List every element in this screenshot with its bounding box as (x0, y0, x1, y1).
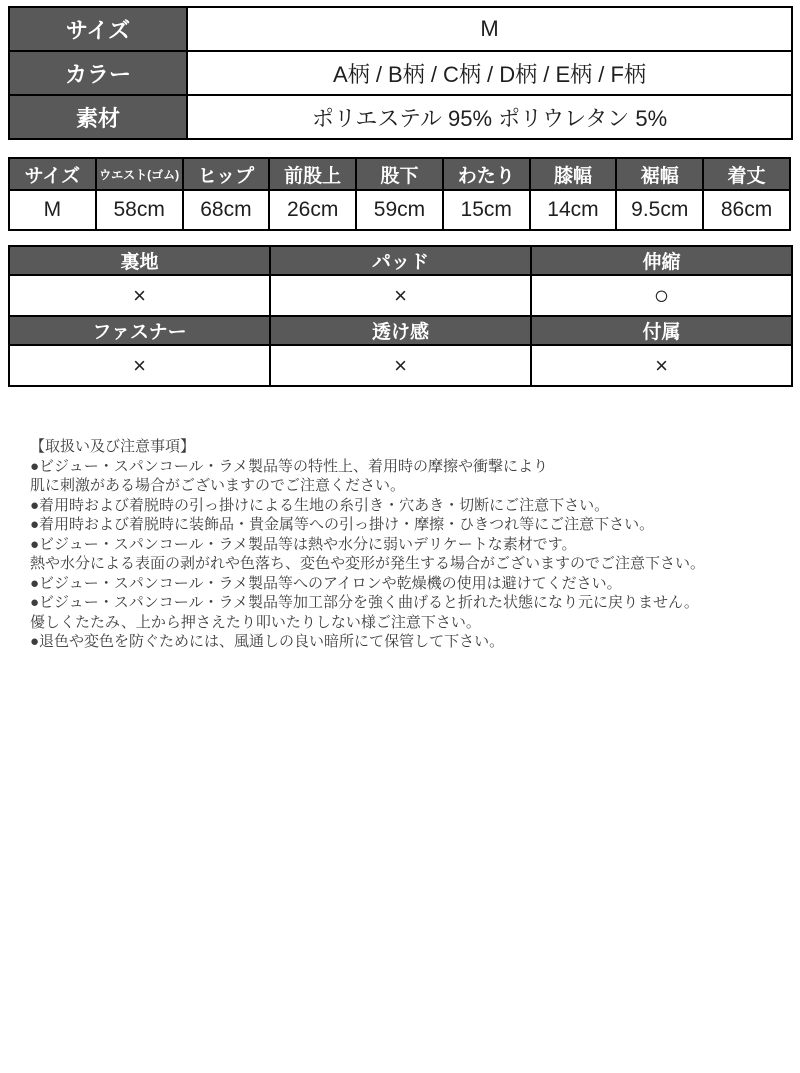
spec-table (8, 6, 793, 140)
cell-size: M (9, 190, 96, 230)
care-note-line: ●ビジュー・スパンコール・ラメ製品等は熱や水分に弱いデリケートな素材です。 (30, 535, 577, 553)
cell-hem: 9.5cm (616, 190, 703, 230)
cell-waist: 58cm (96, 190, 183, 230)
care-note-line: ●ビジュー・スパンコール・ラメ製品等加工部分を強く曲げると折れた状態になり元に戻りません。 (30, 594, 699, 611)
col-header-waist: ウエスト(ゴム) (96, 158, 183, 190)
col-header-size: サイズ (9, 158, 96, 190)
care-note-line: ●着用時および着脱時の引っ掛けによる生地の糸引き・穴あき・切断にご注意下さい。 (30, 496, 610, 514)
care-note-line: ●退色や変色を防ぐためには、風通しの良い暗所にて保管して下さい。 (30, 633, 505, 650)
col-header-front-rise: 前股上 (269, 158, 356, 190)
care-note-line: 優しくたたみ、上から押さえたり叩いたりしない様ご注意下さい。 (30, 613, 481, 631)
col-header-hem: 裾幅 (616, 158, 703, 190)
care-notes-title: 【取扱い及び注意事項】 (30, 438, 196, 455)
measurement-value-row (9, 190, 790, 230)
feature-header-pad: パッド (270, 246, 531, 275)
col-header-inseam: 股下 (356, 158, 443, 190)
cell-thigh: 15cm (443, 190, 530, 230)
feature-header-row (9, 316, 792, 345)
care-note-line: ●ビジュー・スパンコール・ラメ製品等へのアイロンや乾燥機の使用は避けてください。 (30, 574, 622, 592)
table-row (9, 51, 792, 95)
feature-header-lining: 裏地 (9, 246, 270, 275)
table-row (9, 95, 792, 139)
feature-value-row (9, 345, 792, 386)
cell-hip: 68cm (183, 190, 270, 230)
spec-value-material: ポリエステル 95% ポリウレタン 5% (187, 95, 792, 139)
feature-header-accessory: 付属 (531, 316, 792, 345)
feature-header-zipper: ファスナー (9, 316, 270, 345)
spec-label-size: サイズ (9, 7, 187, 51)
care-notes (30, 437, 800, 652)
cell-knee: 14cm (530, 190, 617, 230)
feature-value-sheerness: × (270, 345, 531, 386)
cell-length: 86cm (703, 190, 790, 230)
cell-front-rise: 26cm (269, 190, 356, 230)
table-row (9, 7, 792, 51)
feature-value-stretch: ○ (531, 275, 792, 316)
measurement-table (8, 157, 791, 231)
spec-value-color: A柄 / B柄 / C柄 / D柄 / E柄 / F柄 (187, 51, 792, 95)
col-header-knee: 膝幅 (530, 158, 617, 190)
product-spec-sheet (0, 6, 800, 652)
spec-label-color: カラー (9, 51, 187, 95)
feature-header-sheerness: 透け感 (270, 316, 531, 345)
cell-inseam: 59cm (356, 190, 443, 230)
spec-label-material: 素材 (9, 95, 187, 139)
measurement-header-row (9, 158, 790, 190)
feature-value-lining: × (9, 275, 270, 316)
care-note-line: 熱や水分による表面の剥がれや色落ち、変色や変形が発生する場合がございますのでご注意下さい。 (30, 555, 706, 572)
feature-header-stretch: 伸縮 (531, 246, 792, 275)
feature-value-accessory: × (531, 345, 792, 386)
col-header-hip: ヒップ (183, 158, 270, 190)
col-header-length: 着丈 (703, 158, 790, 190)
care-note-line: ●着用時および着脱時に装飾品・貴金属等への引っ掛け・摩擦・ひきつれ等にご注意下さい。 (30, 516, 655, 533)
feature-value-zipper: × (9, 345, 270, 386)
feature-value-row (9, 275, 792, 316)
feature-value-pad: × (270, 275, 531, 316)
feature-table (8, 245, 793, 387)
care-note-line: 肌に刺激がある場合がございますのでご注意ください。 (30, 477, 406, 494)
col-header-thigh: わたり (443, 158, 530, 190)
feature-header-row (9, 246, 792, 275)
care-note-line: ●ビジュー・スパンコール・ラメ製品等の特性上、着用時の摩擦や衝撃により (30, 457, 549, 475)
spec-value-size: M (187, 7, 792, 51)
